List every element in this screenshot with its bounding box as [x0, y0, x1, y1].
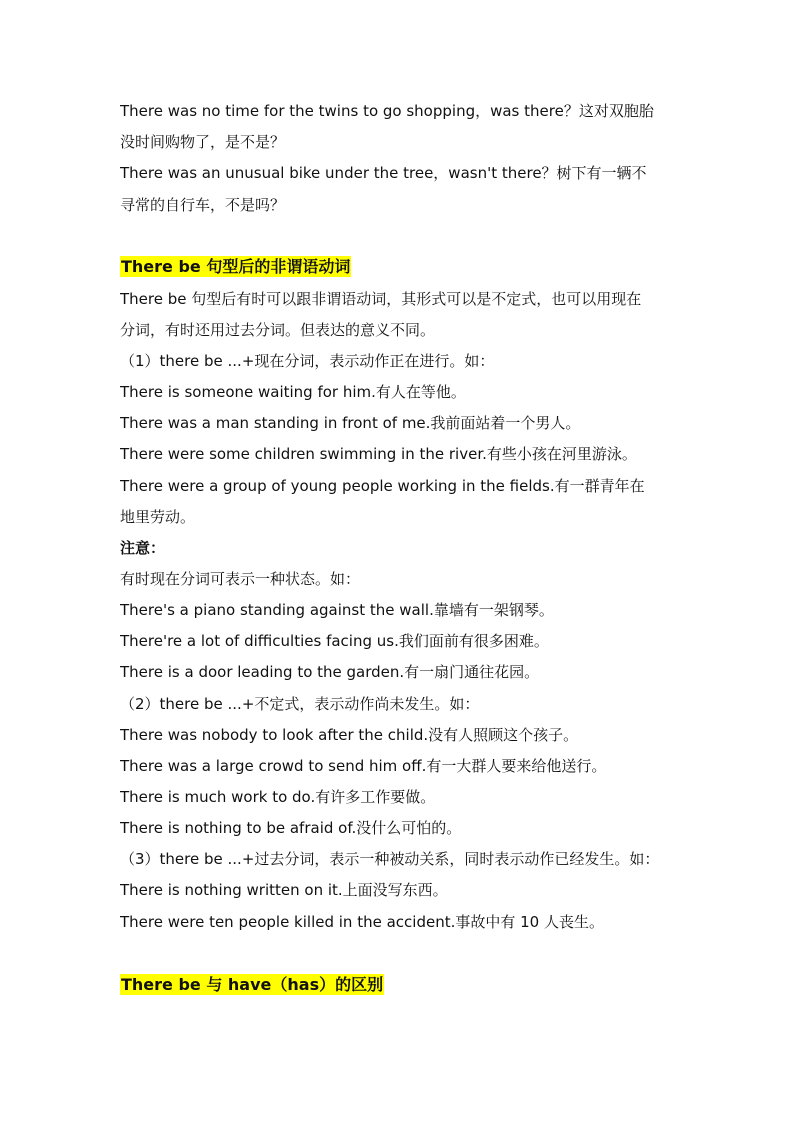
note-label: 注意： — [120, 539, 166, 557]
example-line: There is nothing to be afraid of.没什么可怕的。 — [120, 819, 462, 837]
intro-line: 没时间购物了，是不是？ — [120, 133, 286, 151]
body-line: 分词，有时还用过去分词。但表达的意义不同。 — [120, 321, 436, 339]
body-line: 有时现在分词可表示一种状态。如： — [120, 570, 361, 588]
example-line: There was a large crowd to send him off.有一大群人要来给他送行。 — [120, 757, 607, 775]
body-line: （3）there be ...+过去分词，表示一种被动关系，同时表示动作已经发生。如： — [120, 850, 660, 868]
example-line: There is someone waiting for him.有人在等他。 — [120, 383, 466, 401]
example-line: There're a lot of difficulties facing us.我们面前有很多困难。 — [120, 632, 549, 650]
example-line: There were a group of young people working in the fields.有一群青年在 — [120, 477, 645, 495]
example-line: 地里劳动。 — [120, 508, 196, 526]
heading-highlight: There be 与 have（has）的区别 — [121, 975, 384, 994]
intro-line: There was no time for the twins to go shopping，was there？这对双胞胎 — [120, 102, 654, 120]
example-line: There were some children swimming in the river.有些小孩在河里游泳。 — [120, 445, 637, 463]
example-line: There is nothing written on it.上面没写东西。 — [120, 881, 448, 899]
section-heading-there-be-vs-have — [120, 974, 384, 996]
example-line: There was nobody to look after the child.没有人照顾这个孩子。 — [120, 726, 579, 744]
heading-highlight: There be 句型后的非谓语动词 — [121, 257, 351, 276]
body-line: （2）there be ...+不定式，表示动作尚未发生。如： — [120, 695, 480, 713]
example-line: There is a door leading to the garden.有一扇门通往花园。 — [120, 663, 540, 681]
body-line: There be 句型后有时可以跟非谓语动词，其形式可以是不定式，也可以用现在 — [120, 290, 642, 308]
section-heading-nonfinite-verbs — [120, 256, 351, 278]
example-line: There were ten people killed in the accident.事故中有 10 人丧生。 — [120, 913, 604, 931]
example-line: There's a piano standing against the wall.靠墙有一架钢琴。 — [120, 601, 554, 619]
example-line: There is much work to do.有许多工作要做。 — [120, 788, 436, 806]
body-line: （1）there be ...+现在分词，表示动作正在进行。如： — [120, 352, 495, 370]
intro-line: There was an unusual bike under the tree，wasn't there？树下有一辆不 — [120, 164, 647, 182]
intro-line: 寻常的自行车，不是吗？ — [120, 196, 286, 214]
example-line: There was a man standing in front of me.我前面站着一个男人。 — [120, 414, 581, 432]
